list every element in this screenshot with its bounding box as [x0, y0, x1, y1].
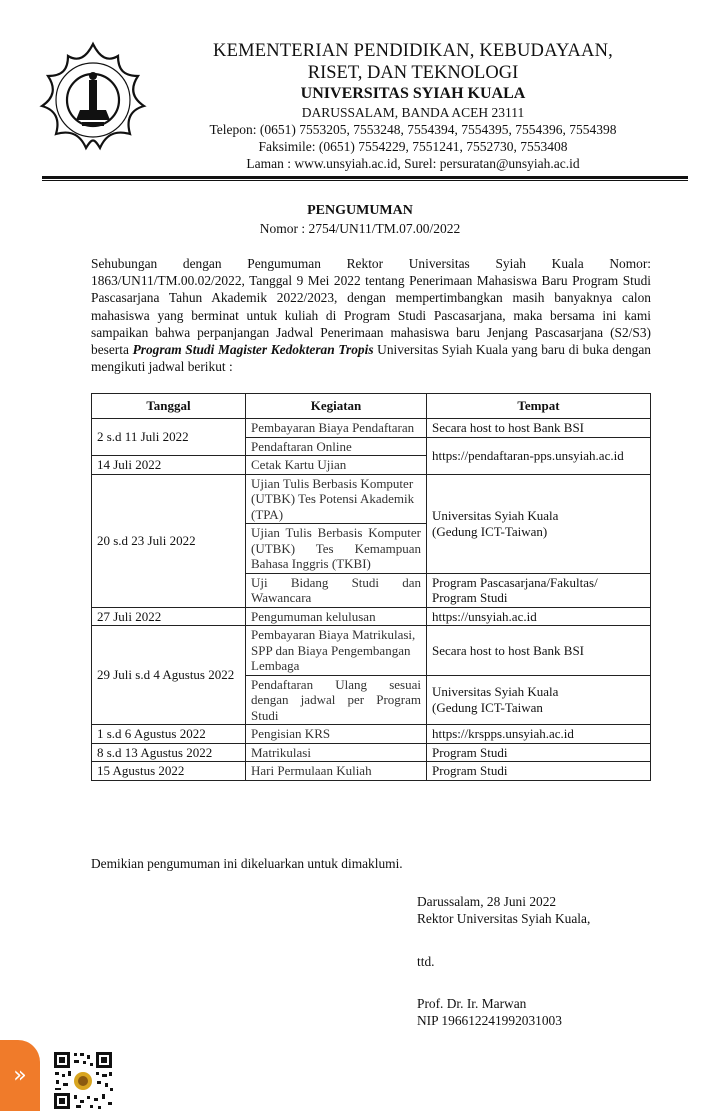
place-line: Program Studi	[432, 590, 508, 605]
announcement-number: Nomor : 2754/UN11/TM.07.00/2022	[259, 221, 461, 236]
letterhead-rule	[42, 176, 688, 179]
letterhead	[170, 40, 656, 172]
cell-place: Secara host to host Bank BSI	[427, 626, 651, 676]
cell-activity: Pendaftaran Online	[246, 437, 427, 456]
ministry-line-1: KEMENTERIAN PENDIDIKAN, KEBUDAYAAN,	[213, 41, 613, 61]
signer-position: Rektor Universitas Syiah Kuala,	[417, 911, 591, 926]
table-row	[92, 743, 651, 762]
header-tempat: Tempat	[427, 394, 651, 419]
qr-code	[52, 1050, 114, 1111]
cell-activity: Ujian Tulis Berbasis Komputer (UTBK) Tes Potensi Akademik (TPA)	[246, 474, 427, 524]
cell-activity: Uji Bidang Studi dan Wawancara	[246, 573, 427, 607]
closing-statement: Demikian pengumuman ini dikeluarkan untuk dimaklumi.	[91, 856, 403, 871]
university-name: UNIVERSITAS SYIAH KUALA	[300, 85, 526, 102]
university-logo	[38, 40, 148, 155]
cell-place	[427, 573, 651, 607]
body-text-start: Sehubungan dengan Pengumuman Rektor Universitas Syiah Kuala Nomor: 1863/UN11/TM.00.02/2022, Tanggal 9 Mei 2022 tentang Penerimaan Mahasiswa Baru Program Studi Pascasarjana Tahun Akademik 2022/2023, dengan mempertimbangkan masih banyaknya calon mahasiswa yang berminat untuk kuliah di Program Studi Pascasarjana, maka bersama ini kami sampaikan bahwa perpanjangan Jadwal Penerimaan mahasiswa baru Jenjang Pascasarjana (S2/S3) beserta	[91, 256, 651, 358]
cell-date: 20 s.d 23 Juli 2022	[92, 474, 246, 607]
program-name: Program Studi Magister Kedokteran Tropis	[132, 342, 374, 358]
address: DARUSSALAM, BANDA ACEH 23111	[301, 105, 525, 120]
table-row	[92, 762, 651, 781]
signed-mark: ttd.	[417, 954, 435, 969]
body-text-end: Universitas Syiah Kuala yang baru di buka dengan mengikuti jadwal berikut :	[91, 342, 652, 375]
cell-date: 15 Agustus 2022	[92, 762, 246, 781]
cell-place: https://krspps.unsyiah.ac.id	[427, 725, 651, 744]
cell-activity: Hari Permulaan Kuliah	[246, 762, 427, 781]
cell-date: 27 Juli 2022	[92, 607, 246, 626]
schedule-table	[91, 393, 651, 781]
announcement-body	[91, 255, 651, 375]
letterhead-rule-thin	[42, 180, 688, 181]
cell-place: Program Studi	[427, 762, 651, 781]
cell-place: https://unsyiah.ac.id	[427, 607, 651, 626]
cell-place: Secara host to host Bank BSI	[427, 419, 651, 438]
cell-activity: Pengisian KRS	[246, 725, 427, 744]
cell-date: 14 Juli 2022	[92, 456, 246, 475]
place-line: (Gedung ICT-Taiwan	[432, 699, 543, 715]
table-row	[92, 419, 651, 438]
table-row	[92, 626, 651, 676]
cell-activity: Matrikulasi	[246, 743, 427, 762]
table-row	[92, 725, 651, 744]
ministry-line-2: RISET, DAN TEKNOLOGI	[307, 63, 519, 83]
header-tanggal: Tanggal	[92, 394, 246, 419]
cell-place	[427, 675, 651, 725]
cell-date: 8 s.d 13 Agustus 2022	[92, 743, 246, 762]
signer-name: Prof. Dr. Ir. Marwan	[417, 996, 527, 1011]
phone: Telepon: (0651) 7553205, 7553248, 7554394, 7554395, 7554396, 7554398	[209, 122, 617, 137]
announcement-title: PENGUMUMAN	[307, 203, 413, 218]
place-line: (Gedung ICT-Taiwan)	[432, 523, 548, 539]
cell-activity: Pendaftaran Ulang sesuai dengan jadwal per Program Studi	[246, 675, 427, 725]
table-header-row	[92, 394, 651, 419]
signer-nip: NIP 196612241992031003	[417, 1013, 562, 1028]
cell-place	[427, 474, 651, 573]
cell-place: Program Studi	[427, 743, 651, 762]
header-kegiatan: Kegiatan	[246, 394, 427, 419]
cell-activity: Pengumuman kelulusan	[246, 607, 427, 626]
place-date: Darussalam, 28 Juni 2022	[417, 894, 557, 909]
place-line: Program Pascasarjana/Fakultas/	[432, 574, 598, 590]
cell-date: 2 s.d 11 Juli 2022	[92, 419, 246, 456]
double-chevron-right-icon: »	[13, 1063, 27, 1088]
table-row	[92, 607, 651, 626]
cell-activity: Pembayaran Biaya Pendaftaran	[246, 419, 427, 438]
announcement-heading	[0, 202, 720, 237]
expand-button[interactable]	[0, 1040, 40, 1111]
cell-activity: Pembayaran Biaya Matrikulasi, SPP dan Biaya Pengembangan Lembaga	[246, 626, 427, 676]
table-row	[92, 474, 651, 524]
cell-activity: Cetak Kartu Ujian	[246, 456, 427, 475]
cell-date: 1 s.d 6 Agustus 2022	[92, 725, 246, 744]
fax: Faksimile: (0651) 7554229, 7551241, 7552730, 7553408	[258, 139, 568, 154]
cell-place: https://pendaftaran-pps.unsyiah.ac.id	[427, 437, 651, 474]
signature-block	[417, 893, 590, 1029]
place-line: Universitas Syiah Kuala	[432, 684, 559, 700]
cell-date: 29 Juli s.d 4 Agustus 2022	[92, 626, 246, 725]
place-line: Universitas Syiah Kuala	[432, 508, 559, 523]
cell-activity: Ujian Tulis Berbasis Komputer (UTBK) Tes Kemampuan Bahasa Inggris (TKBI)	[246, 524, 427, 574]
web-email: Laman : www.unsyiah.ac.id, Surel: persuratan@unsyiah.ac.id	[246, 156, 580, 171]
